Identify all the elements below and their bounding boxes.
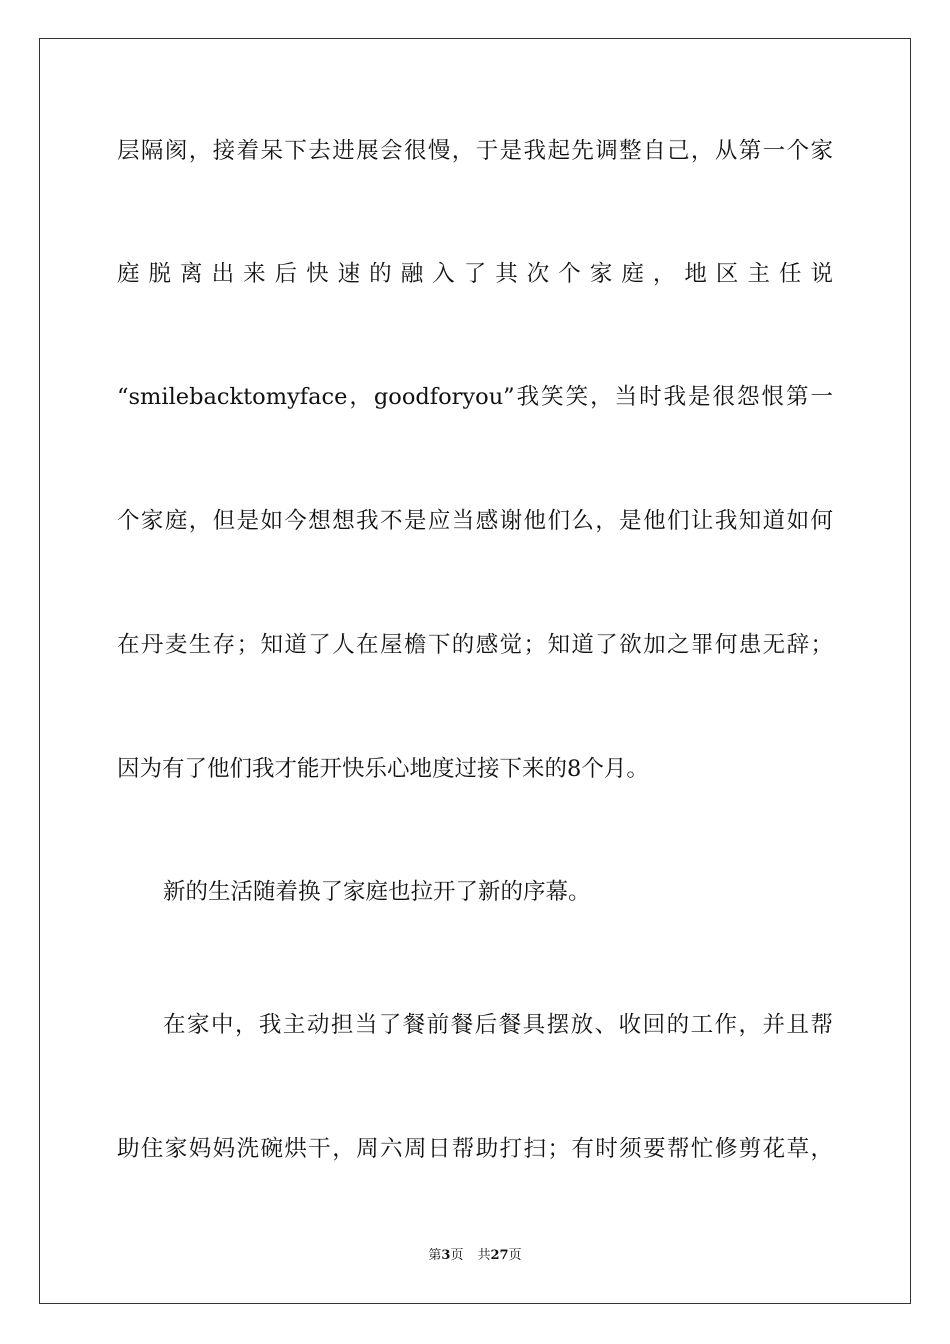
page-prefix: 第 <box>428 1248 442 1263</box>
total-pages: 27 <box>490 1248 509 1263</box>
text-line-6: 因为有了他们我才能开快乐心地度过接下来的8个月。 <box>117 756 649 782</box>
page-suffix: 页 <box>450 1248 464 1263</box>
page-border <box>39 38 911 1304</box>
text-line-2: 庭脱离出来后快速的融入了其次个家庭，地区主任说 <box>117 261 833 287</box>
text-line-8: 在家中，我主动担当了餐前餐后餐具摆放、收回的工作，并且帮 <box>163 1012 833 1038</box>
text-line-1: 层隔阂，接着呆下去进展会很慢，于是我起先调整自己，从第一个家 <box>117 138 833 164</box>
total-suffix: 页 <box>508 1248 522 1263</box>
text-line-5: 在丹麦生存；知道了人在屋檐下的感觉；知道了欲加之罪何患无辞； <box>117 632 833 658</box>
text-line-7: 新的生活随着换了家庭也拉开了新的序幕。 <box>163 879 591 905</box>
text-line-4: 个家庭，但是如今想想我不是应当感谢他们么，是他们让我知道如何 <box>117 508 833 534</box>
text-line-3: “smilebacktomyface，goodforyou”我笑笑，当时我是很怨恨第一 <box>117 384 833 410</box>
text-line-9: 助住家妈妈洗碗烘干，周六周日帮助打扫；有时须要帮忙修剪花草， <box>117 1136 833 1162</box>
total-prefix: 共 <box>477 1248 491 1263</box>
page-footer <box>0 1247 950 1265</box>
page-number: 3 <box>441 1248 451 1263</box>
